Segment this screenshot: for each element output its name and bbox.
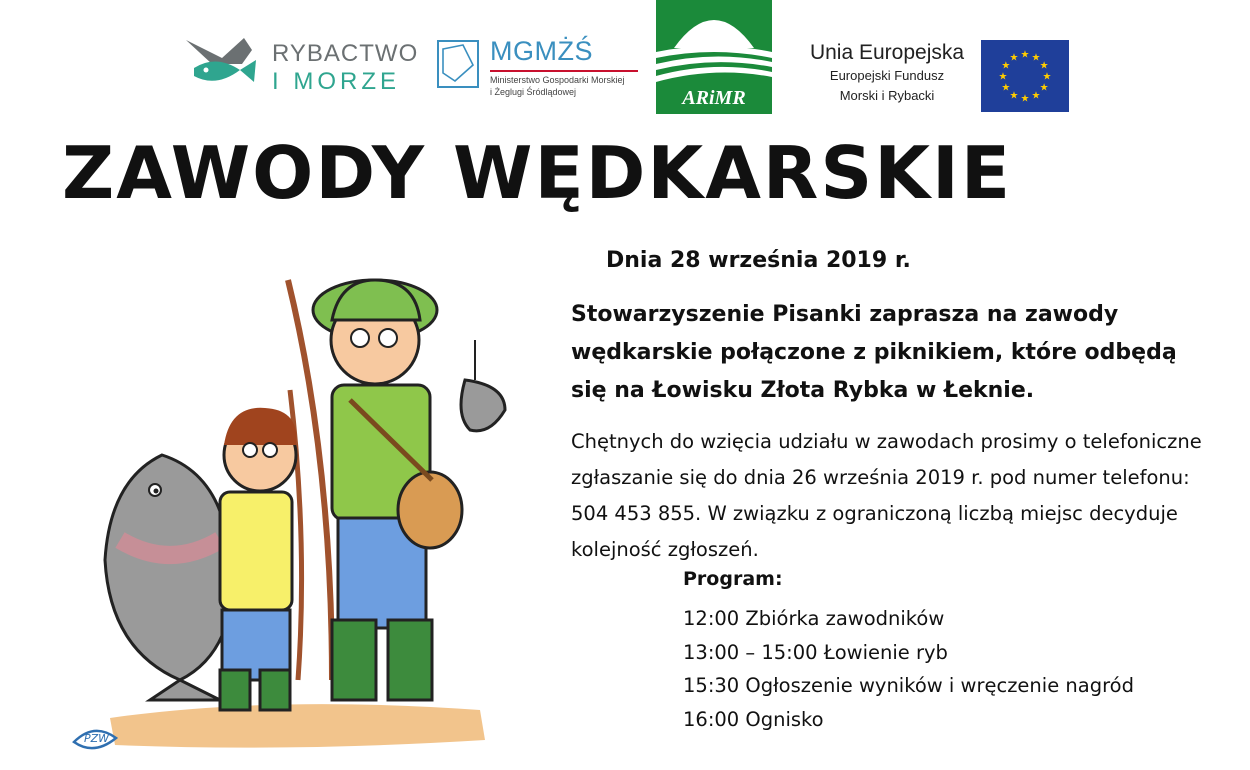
rybactwo-line1: RYBACTWO	[272, 40, 419, 67]
fishing-rod-tall	[288, 280, 332, 680]
ministry-divider	[490, 70, 638, 72]
arimr-text: ARiMR	[682, 87, 746, 109]
program-heading: Program:	[683, 568, 783, 590]
logo-arimr	[656, 0, 772, 114]
program-item: 15:30 Ogłoszenie wyników i wręczenie nagród	[683, 674, 1134, 697]
ministry-name-line2: i Żeglugi Śródlądowej	[490, 87, 577, 97]
eu-subtitle-1: Europejski Fundusz	[829, 68, 945, 83]
ministry-name-line1: Ministerstwo Gospodarki Morskiej	[490, 75, 625, 85]
program-item: 13:00 – 15:00 Łowienie ryb	[683, 640, 948, 664]
event-date: Dnia 28 września 2019 r.	[606, 248, 911, 273]
eu-star-icon: ★	[1009, 52, 1019, 64]
eu-star-icon: ★	[1020, 93, 1030, 105]
eu-star-icon: ★	[1009, 90, 1019, 102]
eu-star-icon: ★	[1039, 60, 1049, 72]
eu-subtitle-2: Morski i Rybacki	[839, 88, 935, 103]
eu-star-icon: ★	[1031, 52, 1041, 64]
eu-star-icon: ★	[1001, 60, 1011, 72]
big-fish-icon	[105, 455, 231, 700]
eu-star-icon: ★	[1042, 71, 1052, 83]
page-title: ZAWODY WĘDKARSKIE	[62, 131, 1012, 215]
fish-logo-icon	[182, 30, 268, 100]
eu-star-icon: ★	[1001, 82, 1011, 94]
ministry-abbreviation: MGMŻŚ	[490, 36, 593, 66]
eu-star-icon: ★	[998, 71, 1008, 83]
program-item: 16:00 Ognisko	[683, 707, 824, 731]
ministry-full-name	[490, 74, 640, 98]
eu-star-icon: ★	[1020, 49, 1030, 61]
program-item: 12:00 Zbiórka zawodników	[683, 607, 945, 630]
eu-stars-ring	[981, 40, 1069, 112]
invitation-text: Stowarzyszenie Pisanki zaprasza na zawody wędkarskie połączone z piknikiem, które odbędą się na Łowisku Złota Rybka w Łeknie.	[571, 302, 1177, 403]
man-figure	[313, 280, 462, 700]
program-list	[683, 602, 1134, 736]
eu-text	[802, 40, 972, 106]
pzw-logo-icon	[72, 718, 118, 762]
rybactwo-line2: I MORZE	[272, 68, 400, 95]
eu-flag-icon	[981, 40, 1069, 112]
logo-ministry	[435, 30, 640, 100]
fishermen-illustration	[70, 240, 540, 770]
contact-info: Chętnych do wzięcia udziału w zawodach prosimy o telefoniczne zgłaszanie się do dnia 26 września 2019 r. pod numer telefonu: 504 453 855. W związku z ograniczoną liczbą miejsc decyduje kolejność zgłoszeń.	[571, 430, 1202, 561]
eu-title: Unia Europejska	[809, 41, 965, 64]
eu-star-icon: ★	[1039, 82, 1049, 94]
small-fish-icon	[461, 340, 505, 431]
ministry-emblem-icon	[435, 35, 485, 93]
sand-ground	[110, 704, 485, 748]
pzw-text: PZW	[84, 732, 110, 745]
logo-rybactwo-i-morze	[182, 30, 419, 100]
boy-figure	[220, 408, 296, 710]
eu-star-icon: ★	[1031, 90, 1041, 102]
